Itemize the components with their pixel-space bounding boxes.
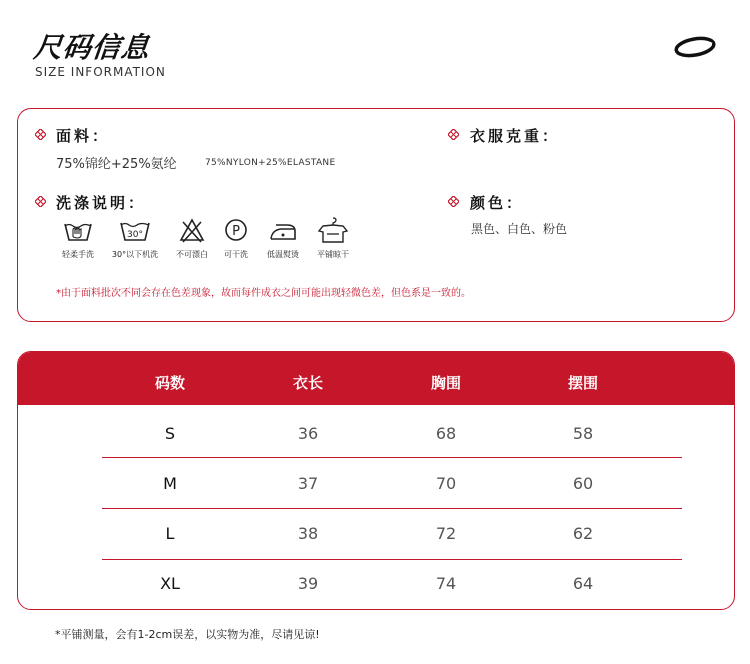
care-label: 30°以下机洗 bbox=[111, 250, 159, 259]
cell-size: S bbox=[164, 424, 176, 443]
table-row bbox=[18, 509, 734, 559]
cell-hem: 64 bbox=[572, 574, 594, 593]
cell-chest: 72 bbox=[435, 524, 457, 543]
header-chest: 胸围 bbox=[430, 374, 461, 392]
fabric-value-en: 75%NYLON+25%ELASTANE bbox=[205, 158, 336, 168]
care-label: 轻柔手洗 bbox=[62, 250, 94, 259]
product-info-card bbox=[17, 108, 735, 322]
table-row bbox=[18, 409, 734, 459]
cell-chest: 74 bbox=[435, 574, 457, 593]
care-label: 可干洗 bbox=[224, 250, 248, 259]
care-item-hand-wash bbox=[50, 216, 106, 260]
washing-title: 洗涤说明： bbox=[56, 194, 147, 212]
cell-hem: 58 bbox=[572, 424, 594, 443]
no-bleach-icon bbox=[176, 216, 208, 244]
cell-length: 38 bbox=[297, 524, 319, 543]
cell-size: M bbox=[163, 474, 177, 493]
page-subtitle: SIZE INFORMATION bbox=[35, 65, 166, 79]
care-item-flat-dry bbox=[305, 216, 361, 260]
cell-size: XL bbox=[160, 574, 180, 593]
diamond-bullet-icon bbox=[35, 129, 46, 140]
cell-hem: 60 bbox=[572, 474, 594, 493]
hand-wash-icon bbox=[62, 216, 94, 244]
fabric-value-cn: 75%锦纶+25%氨纶 bbox=[56, 157, 177, 172]
cell-hem: 62 bbox=[572, 524, 594, 543]
color-title: 颜色： bbox=[470, 194, 525, 212]
weight-title: 衣服克重： bbox=[470, 127, 561, 145]
color-difference-note: *由于面料批次不同会存在色差现象，故而每件成衣之间可能出现轻微色差，但色系是一致的。 bbox=[56, 288, 471, 299]
care-label: 平铺晾干 bbox=[317, 250, 349, 259]
color-value: 黑色、白色、粉色 bbox=[471, 222, 568, 236]
size-table bbox=[17, 351, 735, 610]
svg-text:30°: 30° bbox=[127, 230, 143, 240]
row-divider bbox=[102, 457, 682, 458]
care-label: 低温熨烫 bbox=[267, 250, 299, 259]
cell-length: 36 bbox=[297, 424, 319, 443]
svg-text:P: P bbox=[232, 224, 240, 239]
header-size: 码数 bbox=[154, 374, 185, 392]
cell-length: 37 bbox=[297, 474, 319, 493]
cell-length: 39 bbox=[297, 574, 319, 593]
diamond-bullet-icon bbox=[35, 196, 46, 207]
header-length: 衣长 bbox=[292, 374, 323, 392]
cell-size: L bbox=[165, 524, 175, 543]
fabric-title: 面料： bbox=[56, 127, 111, 145]
header-hem: 摆围 bbox=[567, 374, 598, 392]
care-item-low-iron bbox=[255, 216, 311, 260]
table-row bbox=[18, 559, 734, 609]
diamond-bullet-icon bbox=[448, 196, 459, 207]
brand-logo-icon bbox=[674, 36, 716, 58]
wash-30-icon bbox=[119, 216, 151, 244]
diamond-bullet-icon bbox=[448, 129, 459, 140]
page-title: 尺码信息 bbox=[32, 31, 152, 64]
cell-chest: 70 bbox=[435, 474, 457, 493]
flat-dry-icon bbox=[317, 216, 349, 244]
table-row bbox=[18, 459, 734, 509]
table-header bbox=[18, 352, 734, 405]
cell-chest: 68 bbox=[435, 424, 457, 443]
care-label: 不可漂白 bbox=[176, 250, 208, 259]
dry-clean-p-icon bbox=[220, 216, 252, 244]
care-item-machine-wash bbox=[107, 216, 163, 260]
measurement-footnote: *平铺测量，会有1-2cm误差，以实物为准，尽请见谅! bbox=[55, 628, 320, 641]
low-iron-icon bbox=[267, 216, 299, 244]
